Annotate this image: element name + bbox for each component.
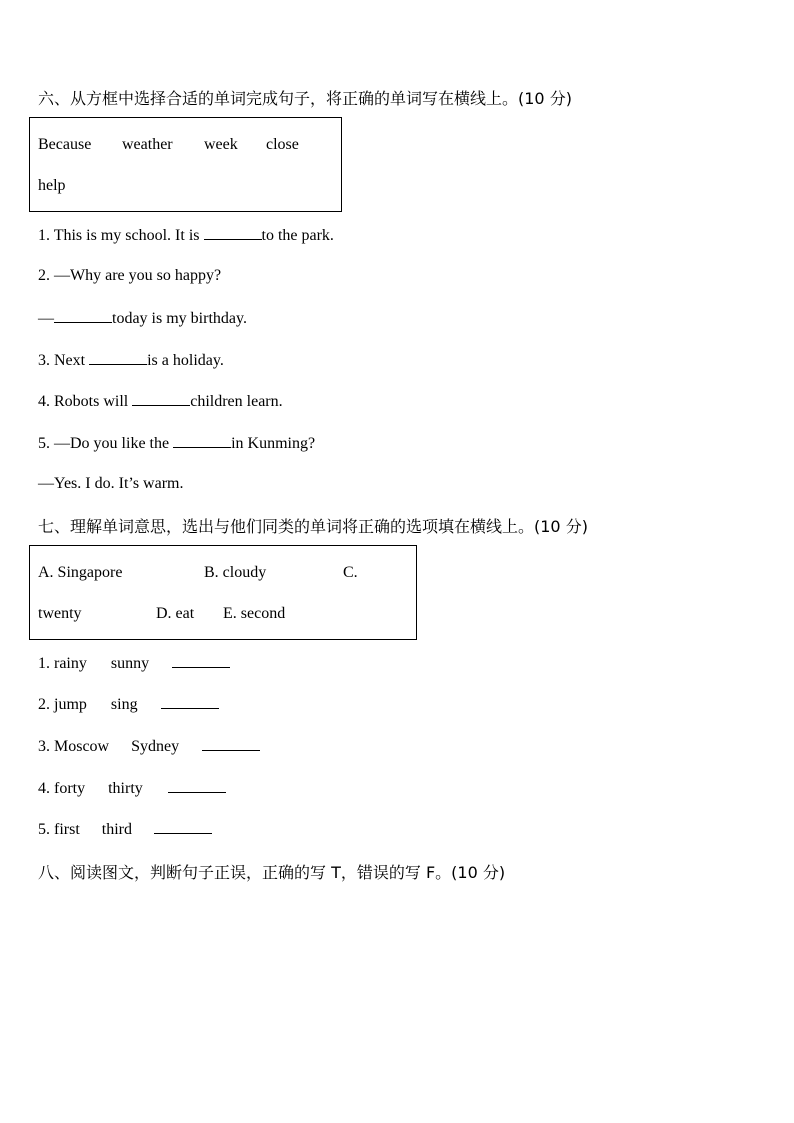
box-word: help xyxy=(38,177,66,194)
option-d: D. eat xyxy=(156,605,195,622)
match-word: 5. first xyxy=(38,821,80,838)
match-word: sing xyxy=(110,696,138,713)
answer-blank[interactable] xyxy=(132,391,190,406)
question-text: —Yes. I do. It’s warm. xyxy=(38,475,184,492)
options-box xyxy=(29,545,417,640)
question-5-answer xyxy=(38,475,183,493)
option-b: B. cloudy xyxy=(204,564,267,581)
answer-blank[interactable] xyxy=(172,653,230,668)
question-text: 2. —Why are you so happy? xyxy=(38,267,222,284)
question-text: 1. This is my school. It is xyxy=(38,227,204,244)
section-8-heading: 八、阅读图文，判断句子正误，正确的写 T，错误的写 F。(10 分) xyxy=(38,863,506,882)
question-text: today is my birthday. xyxy=(112,310,247,327)
question-4 xyxy=(38,391,283,411)
question-3 xyxy=(38,350,224,370)
match-4 xyxy=(38,778,226,798)
question-1 xyxy=(38,225,334,245)
answer-blank[interactable] xyxy=(168,778,226,793)
section-7-heading: 七、理解单词意思，选出与他们同类的单词将正确的选项填在横线上。(10 分) xyxy=(38,517,588,536)
question-2 xyxy=(38,267,221,285)
match-word: third xyxy=(101,821,132,838)
box-word: weather xyxy=(122,136,173,153)
match-5 xyxy=(38,819,212,839)
box-word: week xyxy=(204,136,238,153)
answer-blank[interactable] xyxy=(154,819,212,834)
match-1 xyxy=(38,653,230,673)
match-word: thirty xyxy=(108,780,143,797)
option-c: C. xyxy=(343,564,358,581)
match-3 xyxy=(38,736,260,756)
question-text: is a holiday. xyxy=(147,352,224,369)
match-2 xyxy=(38,694,219,714)
question-5 xyxy=(38,433,315,453)
question-text: 5. —Do you like the xyxy=(38,435,174,452)
question-text: 4. Robots will xyxy=(38,393,133,410)
match-word: sunny xyxy=(110,655,150,672)
answer-blank[interactable] xyxy=(202,736,260,751)
section-6-heading: 六、从方框中选择合适的单词完成句子，将正确的单词写在横线上。(10 分) xyxy=(38,89,572,108)
question-text: children learn. xyxy=(190,393,283,410)
match-word: 2. jump xyxy=(38,696,87,713)
question-text: in Kunming? xyxy=(231,435,316,452)
answer-blank[interactable] xyxy=(161,694,219,709)
question-text: to the park. xyxy=(261,227,334,244)
answer-blank[interactable] xyxy=(89,350,147,365)
word-box xyxy=(29,117,342,212)
question-text: — xyxy=(38,310,54,327)
box-word: Because xyxy=(38,136,92,153)
answer-blank[interactable] xyxy=(173,433,231,448)
question-2-answer xyxy=(38,308,247,328)
match-word: 4. forty xyxy=(38,780,86,797)
box-word: close xyxy=(266,136,299,153)
match-word: 1. rainy xyxy=(38,655,87,672)
option-a: A. Singapore xyxy=(38,564,123,581)
match-word: Sydney xyxy=(131,738,180,755)
option-c-word: twenty xyxy=(38,605,82,622)
answer-blank[interactable] xyxy=(54,308,112,323)
question-text: 3. Next xyxy=(38,352,90,369)
option-e: E. second xyxy=(223,605,286,622)
answer-blank[interactable] xyxy=(204,225,262,240)
match-word: 3. Moscow xyxy=(38,738,110,755)
